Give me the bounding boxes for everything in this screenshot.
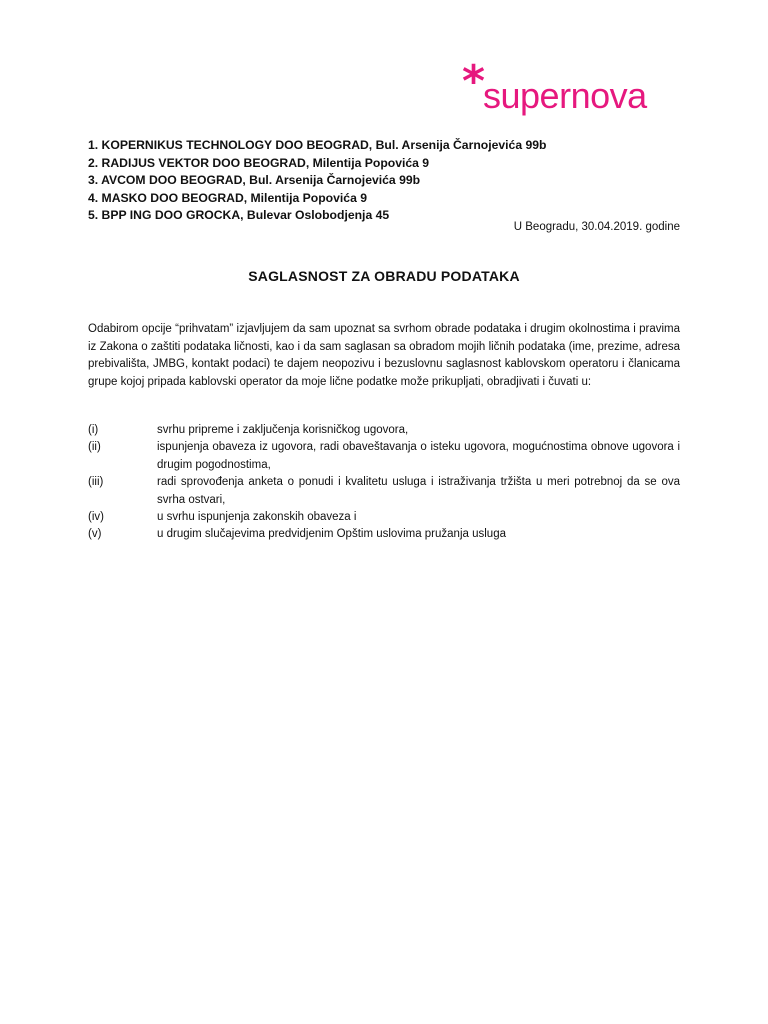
item-text: ispunjenja obaveza iz ugovora, radi obaveštavanja o isteku ugovora, mogućnostima obnove ugovora i drugim pogodnostima, (157, 441, 680, 471)
company-address: , Bul. Arsenija Čarnojevića 99b (242, 173, 421, 188)
company-address: , Milentija Popovića 9 (305, 155, 430, 170)
item-text: svrhu pripreme i zaključenja korisničkog ugovora, (157, 424, 409, 436)
company-name: 2. RADIJUS VEKTOR DOO BEOGRAD (88, 155, 306, 170)
list-item (88, 509, 680, 526)
logo-wordmark: supernova (483, 75, 647, 116)
supernova-logo (462, 56, 647, 116)
company-row (88, 137, 547, 155)
list-item (88, 474, 680, 509)
item-number: (iv) (88, 511, 104, 524)
company-name: 1. KOPERNIKUS TECHNOLOGY DOO BEOGRAD (88, 138, 369, 152)
item-number: (ii) (88, 441, 101, 454)
company-name: 5. BPP ING DOO GROCKA (88, 208, 241, 223)
item-text: u svrhu ispunjenja zakonskih obaveza i (157, 511, 357, 524)
list-item (88, 439, 680, 474)
item-number: (v) (88, 528, 102, 541)
company-name: 4. MASKO DOO BEOGRAD (88, 190, 244, 205)
company-address: , Milentija Popovića 9 (243, 190, 368, 205)
company-address: , Bulevar Oslobodjenja 45 (240, 208, 390, 223)
asterisk-icon: * (462, 56, 486, 107)
list-item (88, 526, 680, 543)
date-line: U Beogradu, 30.04.2019. godine (513, 221, 680, 233)
item-number: (iii) (88, 476, 104, 489)
item-number: (i) (88, 424, 99, 436)
company-address: , Bul. Arsenija Čarnojevića 99b (368, 138, 547, 152)
item-text: radi sprovođenja anketa o ponudi i kvalitetu usluga i istraživanja tržišta u meri potrebnoj da se ova svrha ostvari, (157, 476, 680, 506)
company-row (88, 207, 547, 225)
company-list (88, 137, 547, 225)
company-row (88, 155, 547, 173)
company-row (88, 190, 547, 208)
item-text: u drugim slučajevima predvidjenim Opštim uslovima pružanja usluga (157, 528, 506, 541)
document-title: SAGLASNOST ZA OBRADU PODATAKA (248, 268, 520, 284)
company-name: 3. AVCOM DOO BEOGRAD (88, 173, 243, 188)
company-row (88, 172, 547, 190)
purpose-list (88, 422, 680, 544)
consent-paragraph: Odabirom opcije “prihvatam” izjavljujem da sam upoznat sa svrhom obrade podataka i drugim okolnostima i pravima iz Zakona o zaštiti podataka ličnosti, kao i da sam saglasan sa obradom mojih ličnih podataka (ime, prezime, adresa prebivališta, JMBG, kontakt podaci) te dajem neopozivu i bezuslovnu saglasnost kablovskom operatoru i članicama grupe kojoj pripada kablovski operator da moje lične podatke može prikupljati, obradjivati i čuvati u: (88, 323, 680, 388)
list-item (88, 422, 680, 439)
